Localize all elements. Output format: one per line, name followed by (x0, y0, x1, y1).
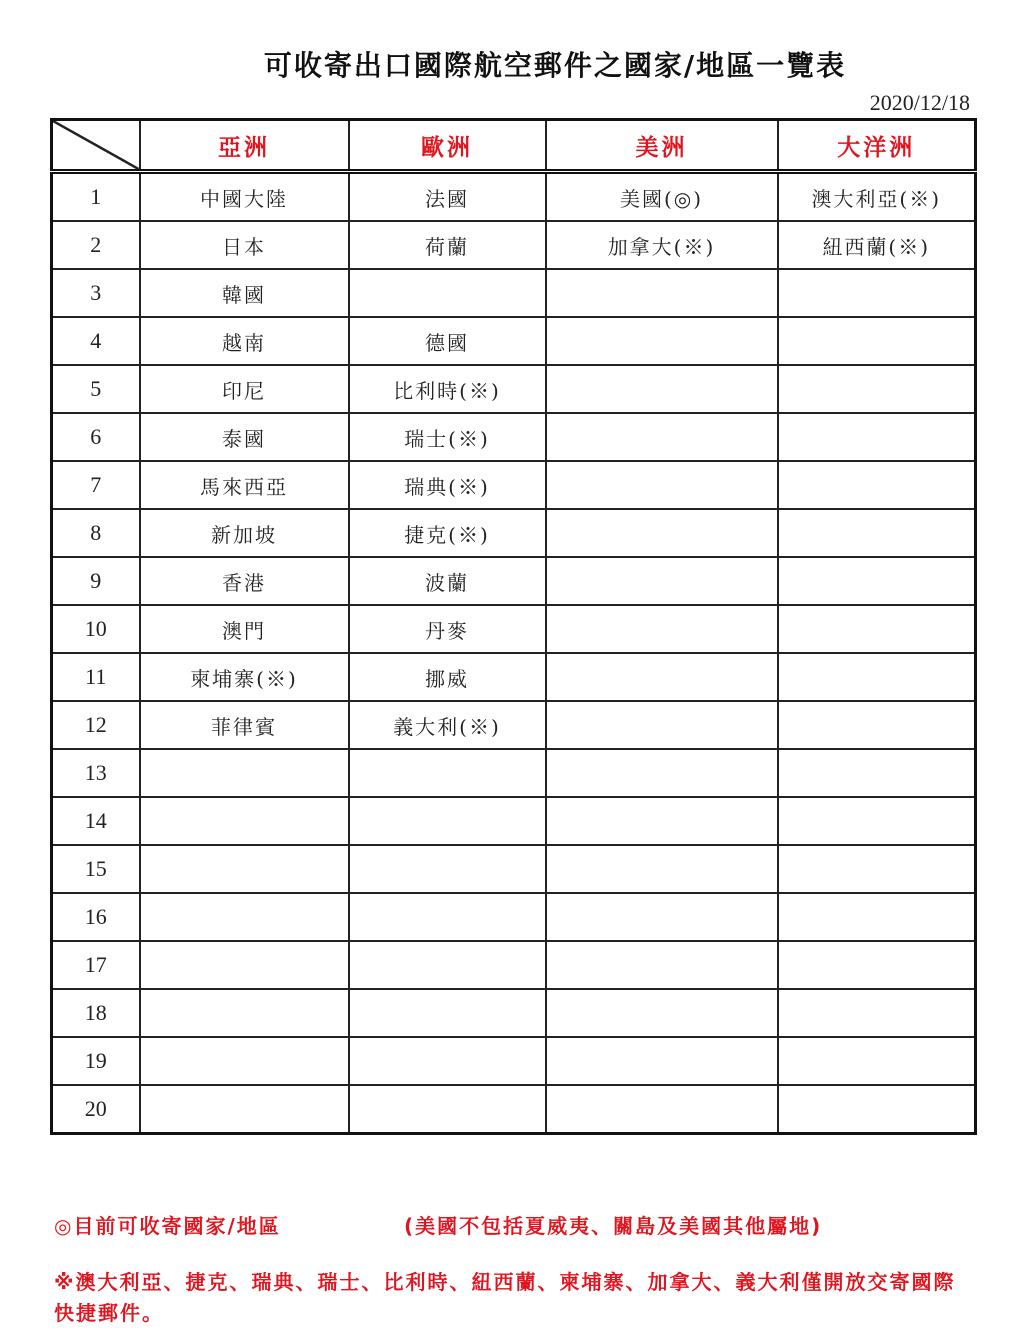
cell-asia: 日本 (140, 221, 349, 269)
cell-america (546, 701, 778, 749)
table-row (52, 941, 976, 989)
cell-asia (140, 749, 349, 797)
cell-america (546, 749, 778, 797)
cell-oceania (778, 557, 976, 605)
row-number: 1 (52, 172, 140, 222)
table-row (52, 221, 976, 269)
cell-europe (349, 845, 546, 893)
cell-oceania (778, 1085, 976, 1134)
cell-asia (140, 941, 349, 989)
cell-asia: 泰國 (140, 413, 349, 461)
cell-europe (349, 989, 546, 1037)
table-body (52, 172, 976, 1134)
header-oceania: 大洋洲 (778, 120, 976, 172)
row-number: 20 (52, 1085, 140, 1134)
row-number: 11 (52, 653, 140, 701)
table-row (52, 413, 976, 461)
cell-asia: 馬來西亞 (140, 461, 349, 509)
cell-asia: 中國大陸 (140, 172, 349, 222)
cell-europe (349, 749, 546, 797)
cell-america (546, 557, 778, 605)
row-number: 7 (52, 461, 140, 509)
table-row (52, 365, 976, 413)
cell-america (546, 989, 778, 1037)
cell-europe: 荷蘭 (349, 221, 546, 269)
row-number: 2 (52, 221, 140, 269)
row-number: 19 (52, 1037, 140, 1085)
table-row (52, 1037, 976, 1085)
row-number: 17 (52, 941, 140, 989)
cell-asia (140, 797, 349, 845)
cell-oceania (778, 989, 976, 1037)
cell-oceania (778, 1037, 976, 1085)
cell-oceania (778, 317, 976, 365)
row-number: 8 (52, 509, 140, 557)
row-number: 5 (52, 365, 140, 413)
cell-oceania (778, 749, 976, 797)
row-number: 6 (52, 413, 140, 461)
table-header-row (52, 120, 976, 172)
cell-oceania (778, 461, 976, 509)
cell-america (546, 1085, 778, 1134)
cell-america (546, 941, 778, 989)
cell-asia (140, 1085, 349, 1134)
cell-asia: 菲律賓 (140, 701, 349, 749)
cell-asia (140, 893, 349, 941)
cell-europe (349, 1085, 546, 1134)
cell-oceania (778, 701, 976, 749)
cell-asia: 印尼 (140, 365, 349, 413)
cell-america (546, 317, 778, 365)
cell-europe (349, 941, 546, 989)
cell-asia (140, 989, 349, 1037)
row-number: 9 (52, 557, 140, 605)
table-row (52, 989, 976, 1037)
table-row (52, 461, 976, 509)
cell-america (546, 413, 778, 461)
cell-europe (349, 893, 546, 941)
table-row (52, 653, 976, 701)
cell-asia: 柬埔寨(※) (140, 653, 349, 701)
cell-oceania (778, 941, 976, 989)
cell-oceania (778, 413, 976, 461)
cell-america: 加拿大(※) (546, 221, 778, 269)
table-row (52, 172, 976, 222)
cell-america (546, 845, 778, 893)
cell-europe: 比利時(※) (349, 365, 546, 413)
table-row (52, 509, 976, 557)
cell-asia: 越南 (140, 317, 349, 365)
cell-europe: 波蘭 (349, 557, 546, 605)
cell-oceania (778, 893, 976, 941)
cell-asia: 澳門 (140, 605, 349, 653)
cell-america (546, 461, 778, 509)
cell-oceania (778, 605, 976, 653)
table-row (52, 797, 976, 845)
cell-asia (140, 1037, 349, 1085)
cell-oceania (778, 365, 976, 413)
cell-america: 美國(◎) (546, 172, 778, 222)
country-table (50, 118, 977, 1135)
cell-asia: 香港 (140, 557, 349, 605)
row-number: 13 (52, 749, 140, 797)
cell-europe: 挪威 (349, 653, 546, 701)
note-currently-accepted (54, 1210, 823, 1239)
cell-europe: 義大利(※) (349, 701, 546, 749)
header-america: 美洲 (546, 120, 778, 172)
table-row (52, 557, 976, 605)
cell-america (546, 893, 778, 941)
cell-europe: 丹麥 (349, 605, 546, 653)
document-date: 2020/12/18 (869, 90, 970, 115)
row-number: 18 (52, 989, 140, 1037)
cell-europe: 瑞士(※) (349, 413, 546, 461)
cell-america (546, 269, 778, 317)
cell-asia: 韓國 (140, 269, 349, 317)
row-number: 12 (52, 701, 140, 749)
cell-asia: 新加坡 (140, 509, 349, 557)
cell-america (546, 653, 778, 701)
table-row (52, 1085, 976, 1134)
table-row (52, 269, 976, 317)
cell-europe (349, 269, 546, 317)
note-currently-accepted-text: ◎目前可收寄國家/地區 (54, 1214, 281, 1238)
cell-america (546, 365, 778, 413)
row-number: 14 (52, 797, 140, 845)
header-asia: 亞洲 (140, 120, 349, 172)
row-number: 3 (52, 269, 140, 317)
table-row (52, 893, 976, 941)
row-number: 15 (52, 845, 140, 893)
table-row (52, 317, 976, 365)
cell-oceania (778, 845, 976, 893)
cell-oceania (778, 797, 976, 845)
note-express-only: ※澳大利亞、捷克、瑞典、瑞士、比利時、紐西蘭、柬埔寨、加拿大、義大利僅開放交寄國際快捷郵件。 (54, 1270, 956, 1325)
cell-oceania: 澳大利亞(※) (778, 172, 976, 222)
row-number: 4 (52, 317, 140, 365)
cell-america (546, 509, 778, 557)
table-row (52, 605, 976, 653)
table-row (52, 701, 976, 749)
table-row (52, 749, 976, 797)
cell-oceania (778, 509, 976, 557)
cell-oceania (778, 653, 976, 701)
cell-america (546, 1037, 778, 1085)
row-number: 10 (52, 605, 140, 653)
row-number: 16 (52, 893, 140, 941)
cell-oceania: 紐西蘭(※) (778, 221, 976, 269)
header-europe: 歐洲 (349, 120, 546, 172)
table-row (52, 845, 976, 893)
cell-america (546, 605, 778, 653)
cell-oceania (778, 269, 976, 317)
cell-europe: 瑞典(※) (349, 461, 546, 509)
header-corner-cell (52, 120, 140, 172)
document-title: 可收寄出口國際航空郵件之國家/地區一覽表 (263, 49, 847, 82)
cell-europe: 德國 (349, 317, 546, 365)
cell-europe: 捷克(※) (349, 509, 546, 557)
cell-europe: 法國 (349, 172, 546, 222)
cell-europe (349, 1037, 546, 1085)
diagonal-divider (53, 121, 139, 169)
cell-america (546, 797, 778, 845)
cell-asia (140, 845, 349, 893)
cell-europe (349, 797, 546, 845)
note-usa-exclusion: (美國不包括夏威夷、關島及美國其他屬地) (404, 1214, 823, 1238)
